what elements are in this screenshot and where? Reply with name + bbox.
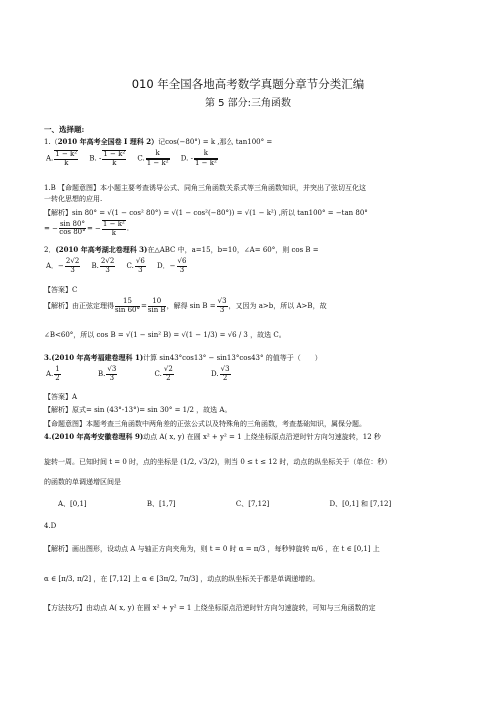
q1-stem: 1.（2010 年高考全国卷 I 理科 2）记cos(−80°) = k ,那么 tan100° = bbox=[44, 137, 273, 146]
q2-option-d: D．− $\frac{√6}{3}$ bbox=[157, 257, 187, 274]
q2-analysis: 【解析】由正弦定理得 $\frac{15}{\sin 60^\circ}$ = $\frac{10}{\text{sin B}}$ ，解得 sin B = $\frac{√3}{3}$ ，又因为 a>b，所以 A>B，故 bbox=[44, 297, 327, 314]
q2-option-b: B. $\frac{2√2}{3}$ bbox=[91, 257, 115, 274]
q4-option-a: A、[0,1] bbox=[58, 500, 87, 508]
document-title: 010 年全国各地高考数学真题分章节分类汇编 bbox=[131, 77, 365, 91]
q4-analysis-2: α ∈ [π/3, π/2] ，在 [7,12] 上 α ∈ [3π/2, 7π/3] ，动点的纵坐标关于都是单调递增的。 bbox=[44, 575, 320, 583]
q1-answer-note-2: 一转化思想的应用. bbox=[44, 195, 103, 203]
q4-option-c: C、[7,12] bbox=[235, 500, 270, 508]
q4-analysis: 【解析】画出图形，设动点 A 与轴正方向夹角为，则 t = 0 时 α = π/3 ，每秒钟旋转 π/6 ，在 t ∈ [0,1] 上 bbox=[44, 545, 380, 553]
q1-option-d: D. - $\frac{k}{\text{1 − k²}}$ bbox=[180, 149, 217, 167]
q3-stem: 3.(2010 年高考福建卷理科 1)计算 sin43°cos13° − sin13°cos43° 的值等于（ ） bbox=[44, 353, 322, 362]
q3-option-b: B. $\frac{√3}{3}$ bbox=[97, 365, 117, 382]
q1-answer-note: 1.B 【命题意图】本小题主要考查诱导公式、同角三角函数关系式等三角函数知识，并突出了弦切互化这 bbox=[44, 184, 367, 192]
q2-source: (2010 年高考湖北卷理科 3) bbox=[55, 245, 148, 254]
q4-option-b: B、[1,7] bbox=[146, 500, 176, 508]
q3-option-c: C. $\frac{√2}{2}$ bbox=[154, 365, 173, 382]
q2-answer: 【答案】C bbox=[44, 286, 78, 294]
q1-source: 2010 年高考全国卷 I 理科 2） bbox=[57, 137, 159, 146]
q4-option-d: D、[0,1] 和 [7,12] bbox=[329, 500, 392, 508]
q4-stem: 4.(2010 年高考安徽卷理科 9)动点 A( x, y) 在圆 x² + y² = 1 上绕坐标原点沿逆时针方向匀速旋转，12 秒 bbox=[44, 432, 381, 441]
q2-option-c: C. $\frac{√6}{3}$ bbox=[126, 257, 145, 274]
q2-options bbox=[46, 258, 196, 274]
q1-option-a: A. $\frac{\text{1 − k²}}{k}$ bbox=[46, 150, 78, 167]
q1-option-b: B. - $\frac{\text{1 − k²}}{k}$ bbox=[89, 150, 126, 167]
q3-analysis: 【解析】原式= sin (43°-13°)= sin 30° = 1/2 ，故选 A。 bbox=[44, 406, 232, 414]
q3-option-d: D. $\frac{√3}{2}$ bbox=[211, 365, 230, 382]
q4-method-tip: 【方法技巧】由动点 A( x, y) 在圆 x² + y² = 1 上绕坐标原点沿逆时针方向匀速旋转，可知与三角函数的定 bbox=[44, 604, 376, 612]
q1-options bbox=[46, 150, 227, 167]
q2-option-a: A．− $\frac{2√2}{3}$ bbox=[46, 257, 80, 274]
q3-intent: 【命题意图】本题考查三角函数中两角差的正弦公式以及特殊角的三角函数，考查基础知识，属保分题。 bbox=[44, 420, 366, 428]
q4-source: (2010 年高考安徽卷理科 9) bbox=[51, 432, 144, 441]
q4-answer: 4.D bbox=[44, 522, 57, 530]
q3-source: (2010 年高考福建卷理科 1) bbox=[51, 353, 144, 362]
part-heading: 第 5 部分:三角函数 bbox=[204, 98, 292, 109]
q4-options bbox=[58, 500, 399, 508]
q1-option-c: C. $\frac{k}{\text{1 − k²}}$ bbox=[137, 149, 169, 167]
q3-options bbox=[46, 366, 240, 382]
q3-answer: 【答案】A bbox=[44, 393, 78, 401]
section-heading: 一、选择题: bbox=[44, 125, 85, 134]
q1-analysis-2: = − $\frac{\sin 80^\circ}{\cos 80^\circ}$ = − $\frac{\text{1 − k²}}{k}$ . bbox=[44, 219, 129, 237]
q2-analysis-2: ∠B<60°，所以 cos B = √(1 − sin² B) = √(1 − 1/3) = √6 / 3 ，故选 C。 bbox=[44, 331, 286, 339]
q2-stem: 2．(2010 年高考湖北卷理科 3)在△ABC 中，a=15，b=10，∠A= 60°，则 cos B = bbox=[44, 245, 319, 254]
q1-analysis: 【解析】sin 80° = √(1 − cos² 80°) = √(1 − cos²(−80°)) = √(1 − k²) ,所以 tan100° = −tan 80° bbox=[44, 209, 368, 217]
q4-stem-3: 的函数的单调递增区间是 bbox=[44, 478, 121, 486]
q4-stem-2: 旋转一周。已知时间 t = 0 时，点的坐标是 (1/2, √3/2)，则当 0 ≤ t ≤ 12 时，动点的纵坐标关于（单位：秒） bbox=[44, 458, 392, 466]
q3-option-a: A. $\frac{1}{2}$ bbox=[46, 365, 60, 382]
